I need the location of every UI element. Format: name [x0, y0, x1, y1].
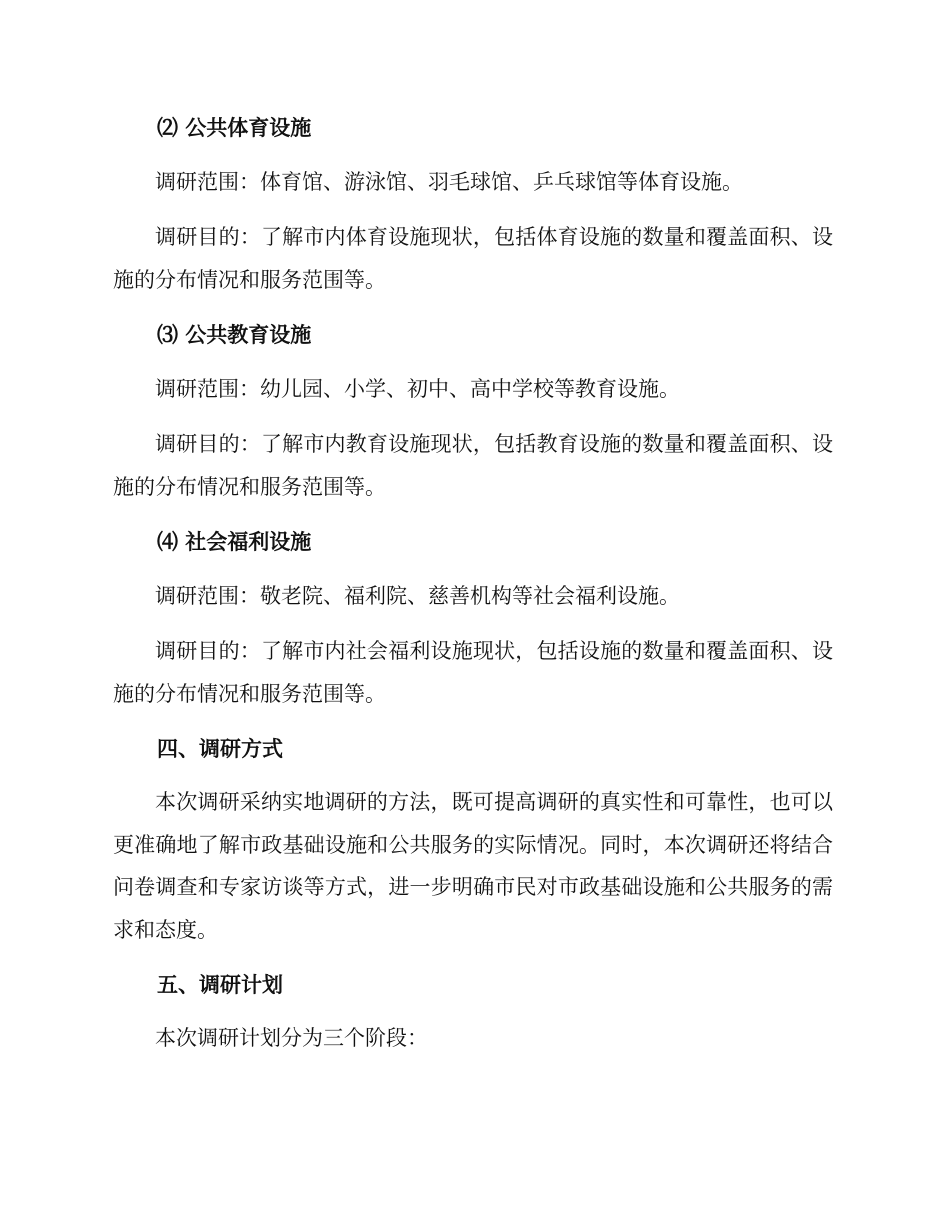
- paragraph-education-purpose: 调研目的：了解市内教育设施现状，包括教育设施的数量和覆盖面积、设施的分布情况和服务范围等。: [113, 432, 833, 499]
- section-heading-plan: 五、调研计划: [157, 973, 283, 997]
- section-heading-education: ⑶ 公共教育设施: [157, 323, 312, 347]
- paragraph-sports-purpose: 调研目的：了解市内体育设施现状，包括体育设施的数量和覆盖面积、设施的分布情况和服务范围等。: [113, 225, 833, 292]
- paragraph-welfare-scope: 调研范围：敬老院、福利院、慈善机构等社会福利设施。: [155, 584, 680, 608]
- paragraph-sports-scope: 调研范围：体育馆、游泳馆、羽毛球馆、乒乓球馆等体育设施。: [155, 170, 743, 194]
- paragraph-education-scope: 调研范围：幼儿园、小学、初中、高中学校等教育设施。: [155, 377, 680, 401]
- paragraph-plan-body: 本次调研计划分为三个阶段：: [155, 1026, 428, 1050]
- section-heading-welfare: ⑷ 社会福利设施: [157, 530, 312, 554]
- paragraph-method-body: 本次调研采纳实地调研的方法，既可提高调研的真实性和可靠性，也可以更准确地了解市政基础设施和公共服务的实际情况。同时，本次调研还将结合问卷调查和专家访谈等方式，进一步明确市民对市政基础设施和公共服务的需求和态度。: [113, 790, 833, 942]
- section-heading-method: 四、调研方式: [157, 737, 283, 761]
- paragraph-welfare-purpose: 调研目的：了解市内社会福利设施现状，包括设施的数量和覆盖面积、设施的分布情况和服务范围等。: [113, 639, 833, 706]
- section-heading-sports: ⑵ 公共体育设施: [157, 116, 312, 140]
